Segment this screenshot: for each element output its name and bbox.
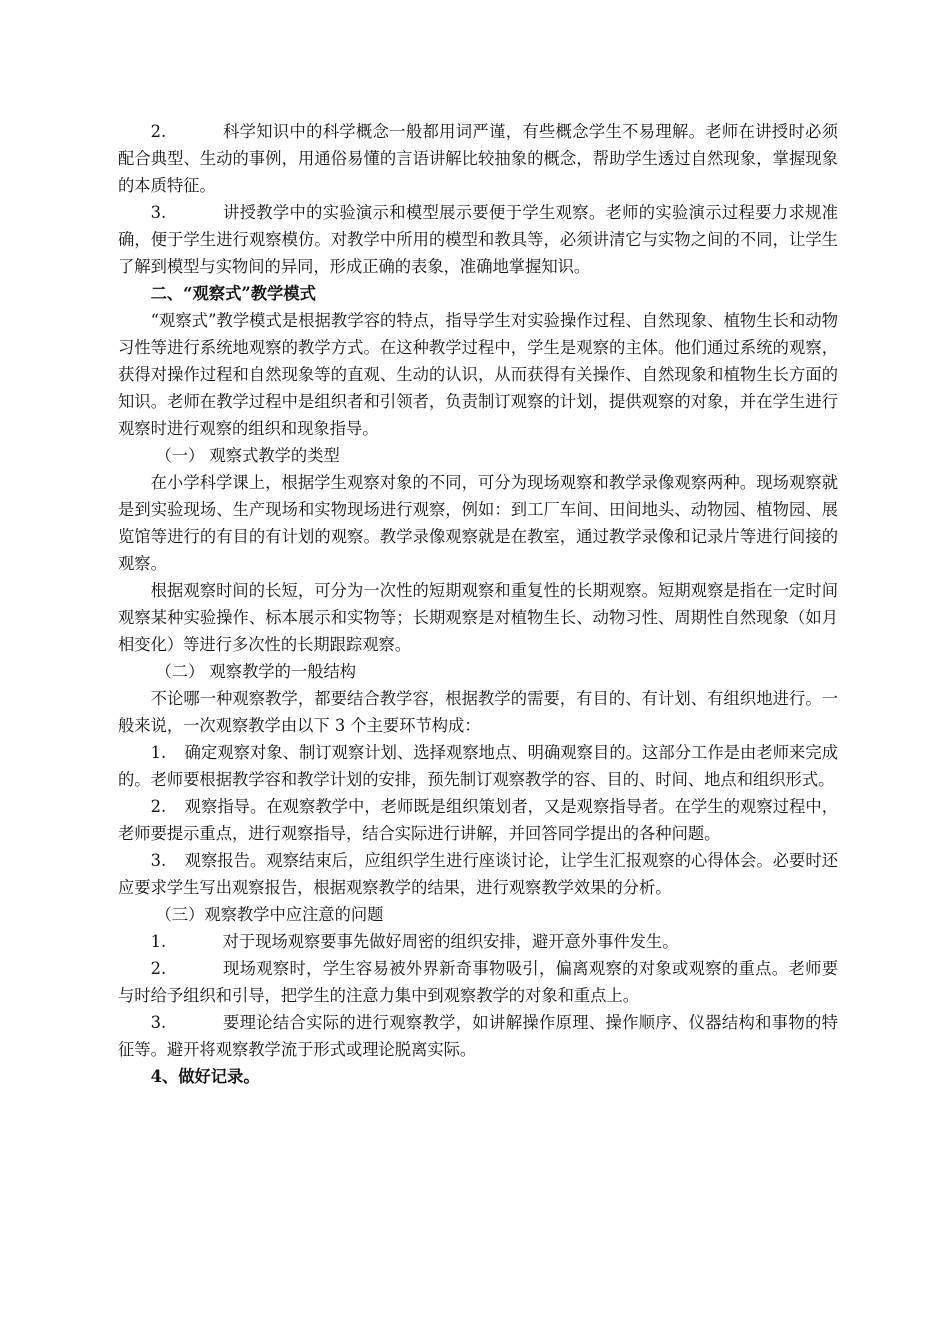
list-item-3 [118,199,838,280]
paragraph: 不论哪一种观察教学，都要结合教学容，根据教学的需要，有目的、有计划、有组织地进行。一般来说，一次观察教学由以下 3 个主要环节构成： [118,689,838,735]
list-item-2 [118,955,838,1009]
list-text: 对于现场观察要事先做好周密的组织安排，避开意外事件发生。 [222,932,679,951]
list-text: 观察报告。观察结束后，应组织学生进行座谈讨论，让学生汇报观察的心得体会。必要时还应要求学生写出观察报告，根据观察教学的结果，进行观察教学效果的分析。 [118,851,838,897]
list-text: 讲授教学中的实验演示和模型展示要便于学生观察。老师的实验演示过程要力求规准确，便于学生进行观察模仿。对教学中所用的模型和教具等，必须讲清它与实物之间的不同，让学生了解到模型与实物间的异同，形成正确的表象，准确地掌握知识。 [118,203,838,276]
paragraph: 在小学科学课上，根据学生观察对象的不同，可分为现场观察和教学录像观察两种。现场观察就是到实验现场、生产现场和实物现场进行观察，例如：到工厂车间、田间地头、动物园、植物园、展览馆等进行的有目的有计划的观察。教学录像观察就是在教室，通过教学录像和记录片等进行间接的观察。 [118,473,838,573]
list-item-1 [118,739,838,793]
list-item-3 [118,1009,838,1063]
list-text: 科学知识中的科学概念一般都用词严谨，有些概念学生不易理解。老师在讲授时必须配合典型、生动的事例，用通俗易懂的言语讲解比较抽象的概念，帮助学生透过自然现象，掌握现象的本质特征。 [118,122,838,195]
section-heading: 二、“观察式”教学模式 [150,284,316,303]
subsection-heading: （二） 观察教学的一般结构 [155,662,357,681]
list-text: 观察指导。在观察教学中，老师既是组织策划者，又是观察指导者。在学生的观察过程中，老师要提示重点，进行观察指导，结合实际进行讲解，并回答同学提出的各种问题。 [118,797,838,843]
list-number: 2. [150,797,167,816]
list-number: 2. [150,959,167,978]
paragraph: 根据观察时间的长短，可分为一次性的短期观察和重复性的长期观察。短期观察是指在一定时间观察某种实验操作、标本展示和实物等；长期观察是对植物生长、动物习性、周期性自然现象（如月相变化）等进行多次性的长期跟踪观察。 [118,581,838,654]
list-item-1 [118,928,838,955]
list-item-2 [118,793,838,847]
list-number: 3. [150,203,167,222]
list-text: 要理论结合实际的进行观察教学，如讲解操作原理、操作顺序、仪器结构和事物的特征等。避开将观察教学流于形式或理论脱离实际。 [118,1013,838,1059]
subsection-heading: （一） 观察式教学的类型 [155,446,340,465]
list-item-2 [118,118,838,199]
list-text: 现场观察时，学生容易被外界新奇事物吸引，偏离观察的对象或观察的重点。老师要与时给予组织和引导，把学生的注意力集中到观察教学的对象和重点上。 [118,959,838,1005]
list-text: 确定观察对象、制订观察计划、选择观察地点、明确观察目的。这部分工作是由老师来完成的。老师要根据教学容和教学计划的安排，预先制订观察教学的容、目的、时间、地点和组织形式。 [118,743,838,789]
list-number: 3. [150,851,167,870]
document-page [118,118,838,1090]
list-number: 2. [150,122,167,141]
paragraph: “观察式”教学模式是根据教学容的特点，指导学生对实验操作过程、自然现象、植物生长和动物习性等进行系统地观察的教学方式。在这种教学过程中，学生是观察的主体。他们通过系统的观察，获得对操作过程和自然现象等的直观、生动的认识，从而获得有关操作、自然现象和植物生长方面的知识。老师在教学过程中是组织者和引领者，负责制订观察的计划，提供观察的对象，并在学生进行观察时进行观察的组织和现象指导。 [118,311,838,438]
section-heading: 4、做好记录。 [150,1067,260,1086]
list-number: 1. [150,743,167,762]
list-number: 3. [150,1013,167,1032]
list-item-3 [118,847,838,901]
list-number: 1. [150,932,167,951]
subsection-heading: （三）观察教学中应注意的问题 [155,905,384,924]
